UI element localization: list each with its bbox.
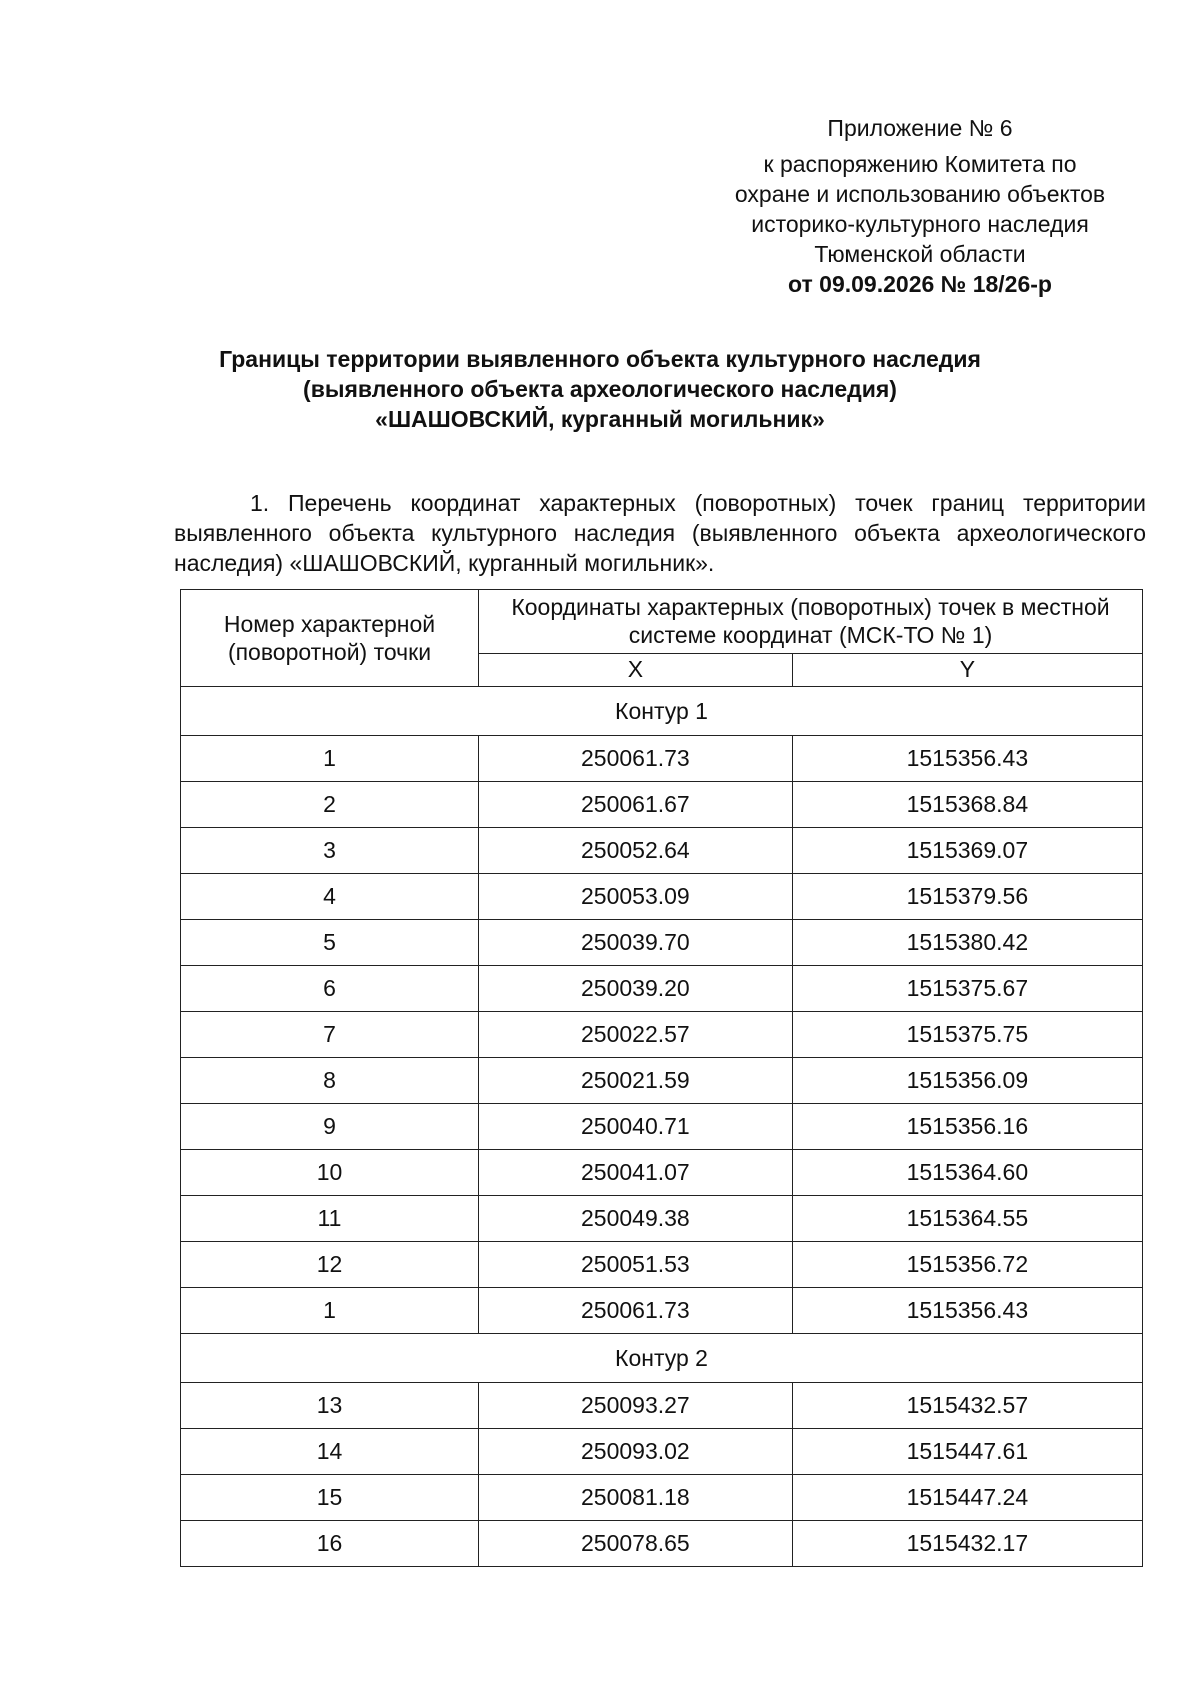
y-coordinate-cell: 1515369.07: [792, 828, 1142, 874]
contour-row: [181, 1334, 1143, 1383]
table-body: [181, 687, 1143, 1567]
appendix-line: историко-культурного наследия: [751, 211, 1089, 237]
appendix-line: к распоряжению Комитета по: [763, 151, 1077, 177]
y-coordinate-cell: 1515432.17: [792, 1521, 1142, 1567]
table-row: [181, 1058, 1143, 1104]
point-number-cell: 11: [181, 1196, 479, 1242]
point-number-cell: 3: [181, 828, 479, 874]
header-point-number: Номер характерной (поворотной) точки: [181, 590, 479, 687]
y-coordinate-cell: 1515447.24: [792, 1475, 1142, 1521]
y-coordinate-cell: 1515356.16: [792, 1104, 1142, 1150]
y-coordinate-cell: 1515368.84: [792, 782, 1142, 828]
point-number-cell: 7: [181, 1012, 479, 1058]
x-coordinate-cell: 250053.09: [479, 874, 793, 920]
table-row: [181, 1383, 1143, 1429]
point-number-cell: 12: [181, 1242, 479, 1288]
x-coordinate-cell: 250021.59: [479, 1058, 793, 1104]
point-number-cell: 6: [181, 966, 479, 1012]
table-row: [181, 874, 1143, 920]
x-coordinate-cell: 250039.70: [479, 920, 793, 966]
table-row: [181, 782, 1143, 828]
y-coordinate-cell: 1515447.61: [792, 1429, 1142, 1475]
table-row: [181, 966, 1143, 1012]
point-number-cell: 9: [181, 1104, 479, 1150]
point-number-cell: 1: [181, 736, 479, 782]
x-coordinate-cell: 250040.71: [479, 1104, 793, 1150]
coordinates-table: [180, 589, 1143, 1567]
x-coordinate-cell: 250061.73: [479, 1288, 793, 1334]
table-row: [181, 1012, 1143, 1058]
point-number-cell: 16: [181, 1521, 479, 1567]
x-coordinate-cell: 250051.53: [479, 1242, 793, 1288]
header-y: Y: [792, 653, 1142, 686]
title-line-3: «ШАШОВСКИЙ, курганный могильник»: [375, 406, 825, 432]
point-number-cell: 5: [181, 920, 479, 966]
y-coordinate-cell: 1515356.09: [792, 1058, 1142, 1104]
title-line-2: (выявленного объекта археологического наследия): [303, 376, 897, 402]
y-coordinate-cell: 1515375.75: [792, 1012, 1142, 1058]
x-coordinate-cell: 250052.64: [479, 828, 793, 874]
contour-label: Контур 1: [181, 687, 1143, 736]
x-coordinate-cell: 250039.20: [479, 966, 793, 1012]
point-number-cell: 13: [181, 1383, 479, 1429]
table-row: [181, 1475, 1143, 1521]
appendix-line: охране и использованию объектов: [734, 181, 1106, 207]
table-row: [181, 920, 1143, 966]
contour-row: [181, 687, 1143, 736]
y-coordinate-cell: 1515364.60: [792, 1150, 1142, 1196]
x-coordinate-cell: 250041.07: [479, 1150, 793, 1196]
y-coordinate-cell: 1515432.57: [792, 1383, 1142, 1429]
y-coordinate-cell: 1515356.43: [792, 1288, 1142, 1334]
appendix-line: Тюменской области: [814, 241, 1026, 267]
table-row: [181, 1429, 1143, 1475]
header-x: X: [479, 653, 793, 686]
document-title: [160, 344, 1040, 434]
point-number-cell: 10: [181, 1150, 479, 1196]
appendix-title: Приложение № 6: [827, 115, 1013, 141]
x-coordinate-cell: 250061.67: [479, 782, 793, 828]
y-coordinate-cell: 1515380.42: [792, 920, 1142, 966]
y-coordinate-cell: 1515356.43: [792, 736, 1142, 782]
point-number-cell: 14: [181, 1429, 479, 1475]
x-coordinate-cell: 250078.65: [479, 1521, 793, 1567]
intro-paragraph: 1. Перечень координат характерных (поворотных) точек границ территории выявленного объекта культурного наследия (выявленного объекта археологического наследия) «ШАШОВСКИЙ, курганный могильник».: [174, 490, 1146, 576]
y-coordinate-cell: 1515356.72: [792, 1242, 1142, 1288]
table-row: [181, 1150, 1143, 1196]
point-number-cell: 1: [181, 1288, 479, 1334]
y-coordinate-cell: 1515364.55: [792, 1196, 1142, 1242]
point-number-cell: 8: [181, 1058, 479, 1104]
appendix-date-number: от 09.09.2026 № 18/26-р: [788, 271, 1052, 297]
x-coordinate-cell: 250049.38: [479, 1196, 793, 1242]
x-coordinate-cell: 250022.57: [479, 1012, 793, 1058]
table-row: [181, 1521, 1143, 1567]
table-row: [181, 736, 1143, 782]
table-row: [181, 1242, 1143, 1288]
appendix-block: [700, 113, 1140, 299]
table-row: [181, 828, 1143, 874]
x-coordinate-cell: 250081.18: [479, 1475, 793, 1521]
x-coordinate-cell: 250061.73: [479, 736, 793, 782]
point-number-cell: 2: [181, 782, 479, 828]
title-line-1: Границы территории выявленного объекта культурного наследия: [219, 346, 981, 372]
contour-label: Контур 2: [181, 1334, 1143, 1383]
table-row: [181, 1196, 1143, 1242]
y-coordinate-cell: 1515375.67: [792, 966, 1142, 1012]
header-coordinates: Координаты характерных (поворотных) точек в местной системе координат (МСК-ТО № 1): [479, 590, 1143, 654]
y-coordinate-cell: 1515379.56: [792, 874, 1142, 920]
x-coordinate-cell: 250093.02: [479, 1429, 793, 1475]
x-coordinate-cell: 250093.27: [479, 1383, 793, 1429]
table-row: [181, 1288, 1143, 1334]
point-number-cell: 15: [181, 1475, 479, 1521]
table-row: [181, 1104, 1143, 1150]
point-number-cell: 4: [181, 874, 479, 920]
